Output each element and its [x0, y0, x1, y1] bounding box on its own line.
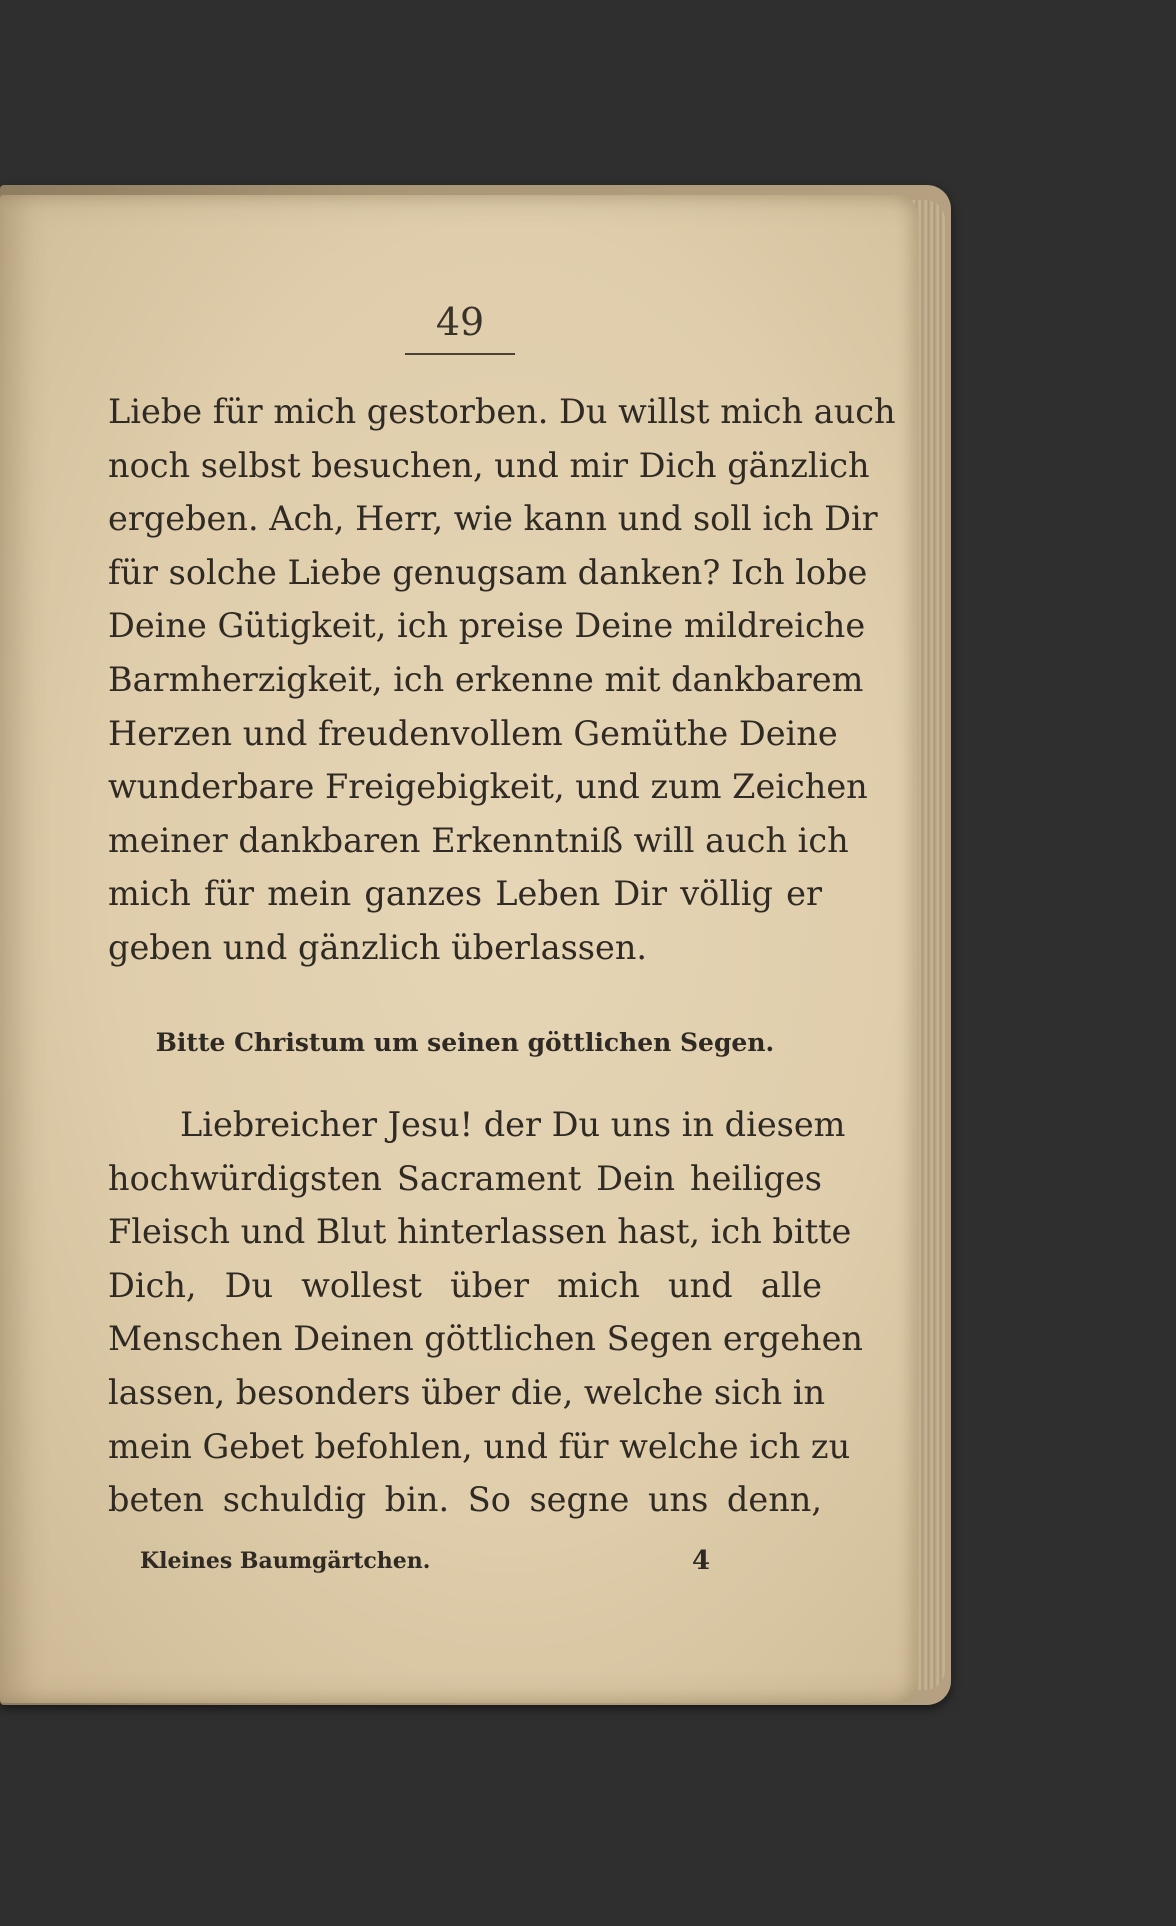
- header-rule: [405, 353, 515, 355]
- text-line: hochwürdigsten Sacrament Dein heiliges: [108, 1158, 822, 1198]
- text-line: Liebreicher Jesu! der Du uns in diesem: [180, 1105, 846, 1144]
- text-line: für solche Liebe genugsam danken? Ich lobe: [108, 552, 868, 592]
- paragraph-2: [108, 1098, 864, 1527]
- text-line: Herzen und freudenvollem Gemüthe Deine: [108, 713, 838, 753]
- text-line: Liebe für mich gestorben. Du willst mich auch: [108, 392, 896, 431]
- text-line: beten schuldig bin. So segne uns denn,: [108, 1480, 822, 1520]
- paragraph-1: [108, 385, 896, 975]
- text-line: Dich, Du wollest über mich und alle: [108, 1265, 822, 1305]
- text-line: ergeben. Ach, Herr, wie kann und soll ich Dir: [108, 499, 878, 539]
- footer-signature: Kleines Baumgärtchen.: [140, 1548, 431, 1574]
- text-line: mich für mein ganzes Leben Dir völlig er: [108, 874, 822, 914]
- section-heading: Bitte Christum um seinen göttlichen Segen.: [155, 1028, 775, 1057]
- footer-sheet-number: 4: [692, 1546, 711, 1576]
- page-number: 49: [435, 300, 485, 344]
- text-line: mein Gebet befohlen, und für welche ich zu: [108, 1426, 851, 1466]
- text-line: Deine Gütigkeit, ich preise Deine mildreiche: [108, 606, 866, 646]
- text-line: lassen, besonders über die, welche sich in: [108, 1372, 826, 1412]
- text-line: meiner dankbaren Erkenntniß will auch ich: [108, 820, 849, 860]
- text-line: wunderbare Freigebigkeit, und zum Zeichen: [108, 767, 868, 807]
- text-line: noch selbst besuchen, und mir Dich gänzlich: [108, 445, 870, 485]
- text-line: Menschen Deinen göttlichen Segen ergehen: [108, 1319, 864, 1359]
- text-line: Fleisch und Blut hinterlassen hast, ich bitte: [108, 1212, 852, 1252]
- text-line: Barmherzigkeit, ich erkenne mit dankbarem: [108, 659, 864, 699]
- text-line: geben und gänzlich überlassen.: [108, 927, 648, 967]
